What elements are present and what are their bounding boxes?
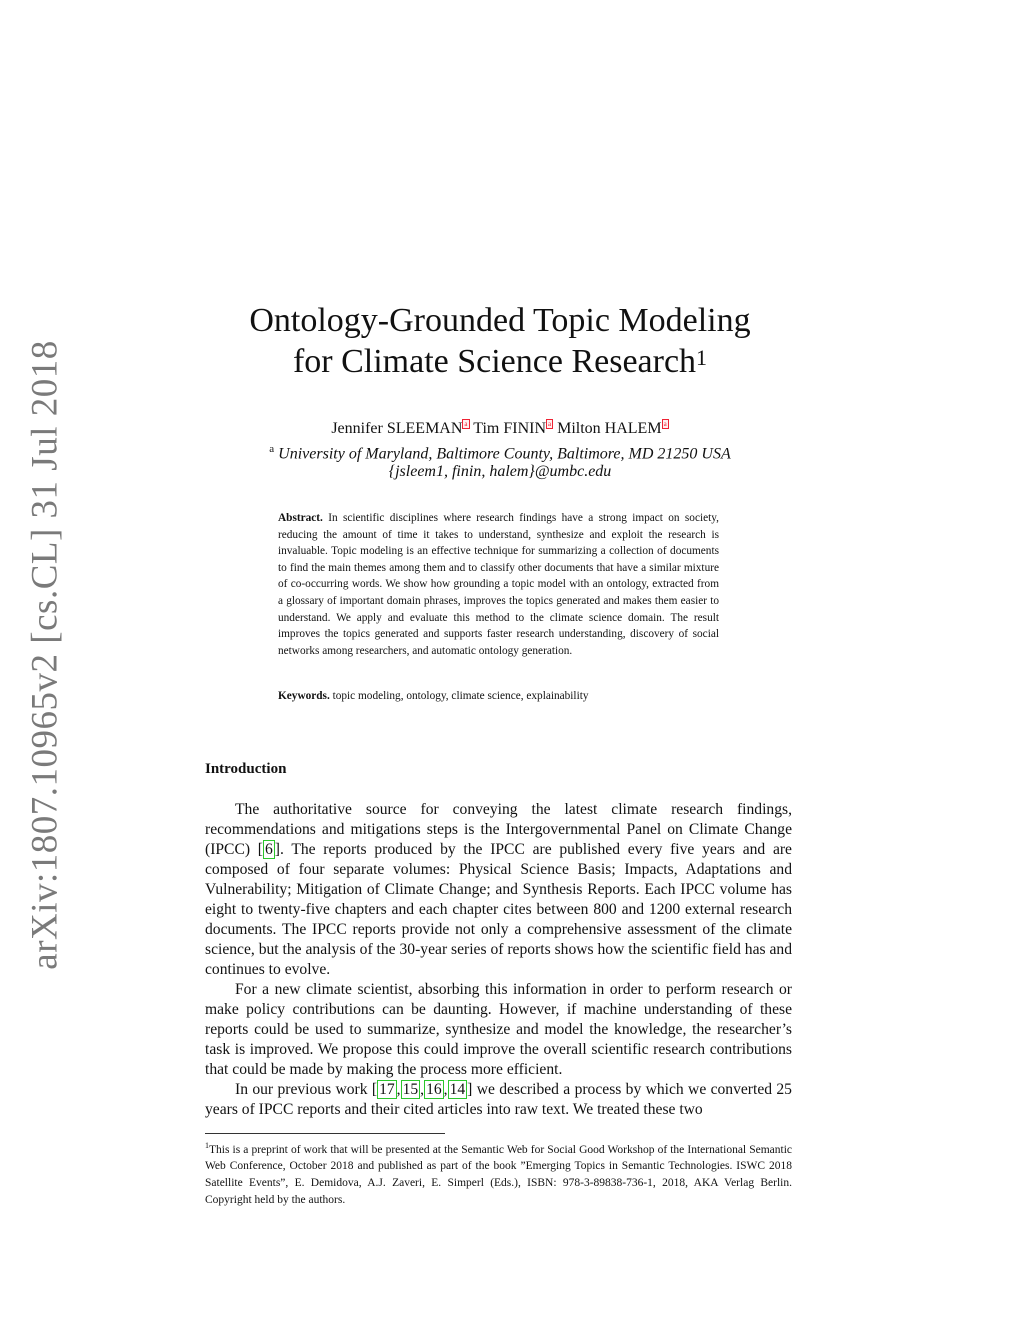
author-name: Jennifer SLEEMAN [331,420,463,437]
citation-link[interactable]: 17 [379,1081,395,1098]
keywords-label: Keywords. [278,690,330,702]
paragraph: In our previous work [ 17 , 15 , 16 , 14 ] we described a process by which we converted 25 years of IPCC reports and their cited articles into raw text. We treated these two [205,1081,792,1118]
keywords [278,690,719,702]
title-footnote-mark: 1 [696,345,708,370]
paragraph: For a new climate scientist, absorbing this information in order to perform research or make policy contributions can be daunting. However, if machine understanding of these reports could be used to summarize, synthesize and model the knowledge, the researcher’s task is improved. We propose this could improve the overall scientific research contributions that could be made by making the process more efficient. [205,981,792,1078]
arxiv-id-text: arXiv:1807.10965v2 [cs.CL] 31 Jul 2018 [24,340,66,970]
abstract-label: Abstract. [278,512,323,524]
citation-link[interactable]: 14 [449,1081,466,1098]
footnote-divider [205,1133,445,1134]
citation-link[interactable]: 6 [264,841,273,858]
affiliation: $^a$ University of Maryland, Baltimore County, Baltimore, MD 21250 USA [269,443,731,463]
affiliation-ref-link[interactable]: a [464,420,468,428]
paper-title [0,300,1000,382]
title-line-1: Ontology-Grounded Topic Modeling [249,302,751,339]
paragraph: The authoritative source for conveying the latest climate research findings, recommendations and mitigations steps is the Intergovernmental Panel on Climate Change (IPCC) [ 6 ]. The reports produced by the IPCC are published every five years and are composed of four separate volumes: Physical Science Basis; Impacts, Adaptations and Vulnerability; Mitigation of Climate Change; and Synthesis Reports. Each IPCC volume has eight to twenty-five chapters and each chapter cites between 800 and 1200 external research documents. The IPCC reports provide not only a comprehensive assessment of the climate science, but the analysis of the 30-year series of reports shows how the scientific field has and continues to evolve. [205,801,792,978]
section-heading: Introduction [205,761,287,777]
author-name: Tim FININ [473,420,546,437]
author-list [0,420,1000,438]
abstract-text: In scientific disciplines where research findings have a strong impact on society, reducing the amount of time it takes to understand, synthesize and exploit the research is invaluable. Topic modeling is an effective technique for summarizing a collection of documents to find the main themes among them and to classify other documents that have a similar mixture of co-occurring words. We show how grounding a topic model with an ontology, extracted from a glossary of important domain phrases, improves the topics generated and makes them easier to understand. We apply and evaluate this method to the climate science domain. The result improves the topics generated and supports faster research understanding, discovery of social networks among researchers, and automatic ontology generation. [278,512,719,657]
footnote-mark: 1 [205,1141,209,1150]
body-text [205,800,792,1120]
abstract [278,510,719,659]
affiliation-ref-link[interactable]: a [663,420,667,428]
affiliation-mark: a [269,443,275,455]
citation-link[interactable]: 16 [426,1081,442,1098]
affiliation-ref-link[interactable]: a [548,420,552,428]
title-line-2: for Climate Science Research$^1$ [292,343,708,380]
footnote [205,1138,792,1208]
citation-link[interactable]: 15 [402,1081,419,1098]
footnote-text: This is a preprint of work that will be presented at the Semantic Web for Social Good Workshop of the International Semantic Web Conference, October 2018 and published as part of the book ”Emerging Topics in Semantic Technologies. ISWC 2018 Satellite Events”, E. Demidova, A.J. Zaveri, E. Simperl (Eds.), ISBN: 978-3-89838-736-1, 2018, AKA Verlag Berlin. Copyright held by the authors. [205,1143,792,1206]
author-emails: {jsleem1, finin, halem}@umbc.edu [388,463,612,480]
keywords-text: topic modeling, ontology, climate science, explainability [332,690,589,702]
author-name: Milton HALEM [557,420,662,437]
